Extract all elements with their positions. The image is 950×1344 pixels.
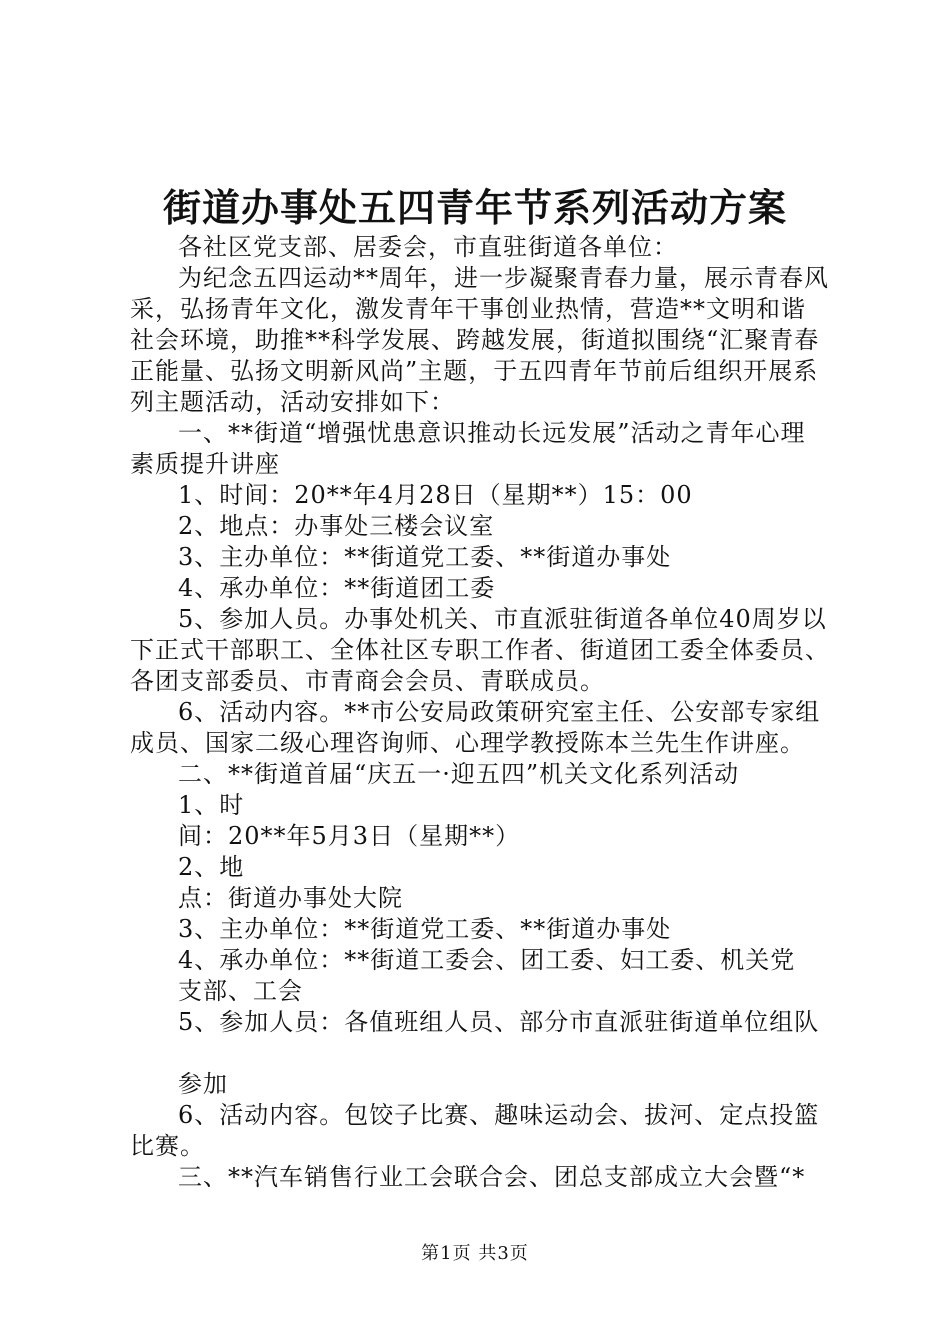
section-2-item-time-value: 间：20**年5月3日（星期**） xyxy=(178,822,521,850)
section-2-item-participants: 5、参加人员：各值班组人员、部分市直派驻街道单位组队 xyxy=(178,1008,820,1036)
section-2-item-content: 6、活动内容。包饺子比赛、趣味运动会、拔河、定点投篮比赛。 xyxy=(130,1101,820,1160)
section-1-item-organizer: 3、主办单位：**街道党工委、**街道办事处 xyxy=(178,543,672,571)
document-body xyxy=(130,232,830,1193)
section-1-item-co-organizer: 4、承办单位：**街道团工委 xyxy=(178,574,496,602)
section-heading-2: 二、**街道首届“庆五一·迎五四”机关文化系列活动 xyxy=(178,760,740,788)
section-2-item-organizer: 3、主办单位：**街道党工委、**街道办事处 xyxy=(178,915,672,943)
section-2-item-co-organizer-cont: 支部、工会 xyxy=(178,977,303,1005)
section-2-item-location-label: 2、地 xyxy=(178,853,245,881)
section-heading-1: 一、**街道“增强忧患意识推动长远发展”活动之青年心理素质提升讲座 xyxy=(130,419,806,478)
salutation: 各社区党支部、居委会，市直驻街道各单位： xyxy=(178,233,678,261)
intro-paragraph: 为纪念五四运动**周年，进一步凝聚青春力量，展示青春风采，弘扬青年文化，激发青年干事创业热情，营造**文明和谐社会环境，助推**科学发展、跨越发展，街道拟围绕“汇聚青春正能量、弘扬文明新风尚”主题，于五四青年节前后组织开展系列主题活动，活动安排如下： xyxy=(130,264,829,416)
page-number-footer: 第1页 共3页 xyxy=(421,1243,529,1264)
section-2-item-participants-cont: 参加 xyxy=(178,1070,228,1098)
section-1-item-location: 2、地点：办事处三楼会议室 xyxy=(178,512,495,540)
section-1-item-time: 1、时间：20**年4月28日（星期**）15：00 xyxy=(178,481,693,509)
section-2-item-location-value: 点：街道办事处大院 xyxy=(178,884,403,912)
section-heading-3: 三、**汽车销售行业工会联合会、团总支部成立大会暨“* xyxy=(178,1163,806,1191)
document-title: 街道办事处五四青年节系列活动方案 xyxy=(162,185,787,230)
section-1-item-participants: 5、参加人员。办事处机关、市直派驻街道各单位40周岁以下正式干部职工、全体社区专职工作者、街道团工委全体委员、各团支部委员、市青商会会员、青联成员。 xyxy=(130,605,830,695)
section-2-item-time-label: 1、时 xyxy=(178,791,245,819)
section-2-item-co-organizer: 4、承办单位：**街道工委会、团工委、妇工委、机关党 xyxy=(178,946,796,974)
section-1-item-content: 6、活动内容。**市公安局政策研究室主任、公安部专家组成员、国家二级心理咨询师、心理学教授陈本兰先生作讲座。 xyxy=(130,698,821,757)
